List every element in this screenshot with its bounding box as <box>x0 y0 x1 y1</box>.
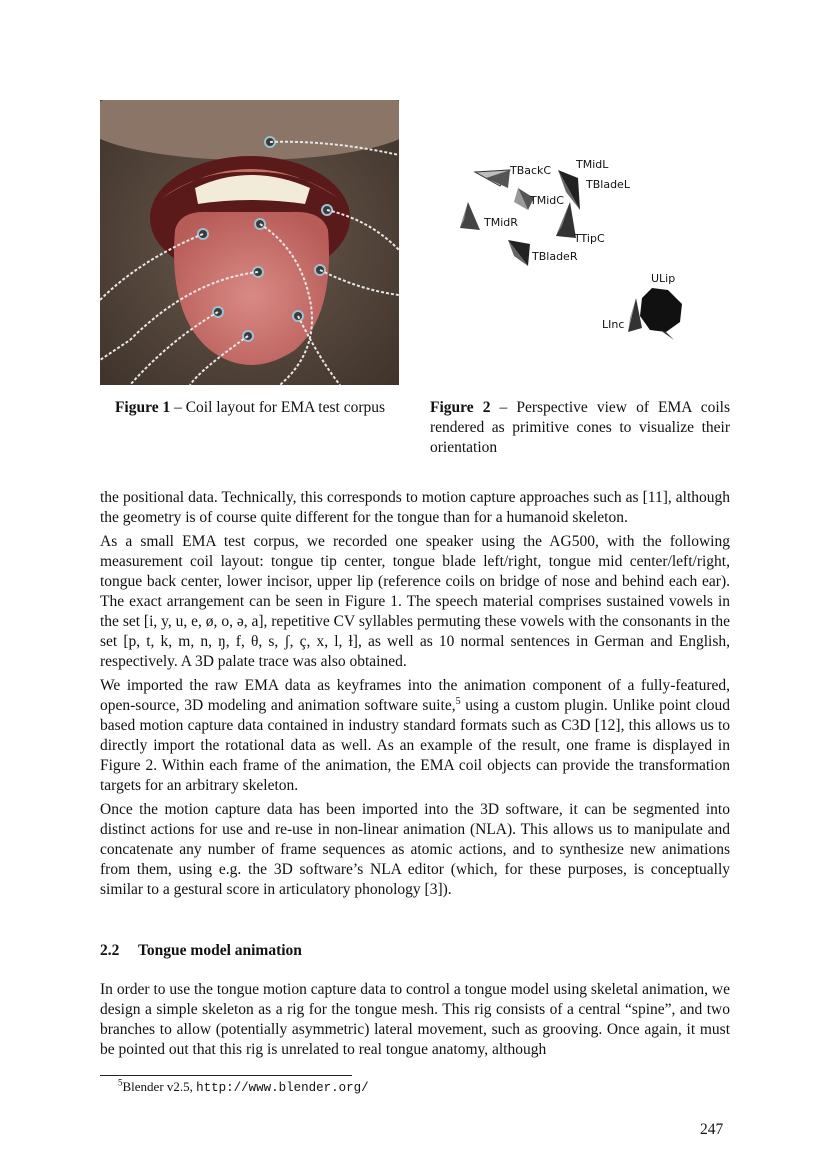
footnote-mark: 5 <box>118 1077 123 1088</box>
label-tblader: TBladeR <box>532 250 578 263</box>
figure1-caption-text: – Coil layout for EMA test corpus <box>170 399 386 416</box>
figure2-cones <box>430 140 730 380</box>
cone-ttipc <box>556 202 576 238</box>
paragraph-4: Once the motion capture data has been imported into the 3D software, it can be segmented into distinct actions for use and re-use in non-linear animation (NLA). This allows us to manipulate and concatenate any number of frame sequences as atomic actions, and to synthesize new animations from them, using e.g. the 3D software’s NLA editor (which, for these purposes, is conceptually similar to a gestural score in articulatory phonology [3]). <box>100 801 730 898</box>
footnote-text: Blender v2.5, <box>122 1079 197 1094</box>
figure1-photo <box>100 100 399 385</box>
paragraph-3-part-a: We imported the raw EMA data as keyframes into the animation component of a fully-featured, open-source, 3D modeling and animation software suite, <box>100 677 730 714</box>
paragraph-3-part-b: using a custom plugin. Unlike point cloud based motion capture data contained in industry standard formats such as C3D [12], this allows us to directly import the rotational data as well. As an example of the result, one frame is displayed in Figure 2. Within each frame of the animation, the EMA coil objects can provide the transformation targets for an arbitrary skeleton. <box>100 697 730 794</box>
cone-ulip <box>640 288 682 340</box>
cone-tblader <box>508 240 530 266</box>
upper-lip-area <box>100 100 399 160</box>
label-tmidr: TMidR <box>484 216 518 229</box>
label-linc: LInc <box>602 318 625 331</box>
paragraph-1: the positional data. Technically, this corresponds to motion capture approaches such as [11], although the geometry is of course quite different for the tongue than for a humanoid skeleton. <box>100 489 730 526</box>
label-tmidl: TMidL <box>576 158 609 171</box>
paragraph-2: As a small EMA test corpus, we recorded one speaker using the AG500, with the following measurement coil layout: tongue tip center, tongue blade left/right, tongue mid center/left/right, tongue back center, lower incisor, upper lip (reference coils on bridge of nose and behind each ear). The exact arrangement can be seen in Figure 1. The speech material comprises sustained vowels in the set [i, y, u, e, ø, o, ə, a], repetitive CV syllables permuting these vowels with the consonants in the set [p, t, k, m, n, ŋ, f, θ, s, ʃ, ç, x, l, ɫ], as well as 10 normal sentences in German and English, respectively. A 3D palate trace was also obtained. <box>100 533 730 670</box>
figure2-caption <box>430 398 730 458</box>
body-section-2-2 <box>100 980 730 1064</box>
footnote-url[interactable]: http://www.blender.org/ <box>196 1081 369 1095</box>
paragraph-3 <box>100 676 730 796</box>
label-ulip: ULip <box>651 272 676 285</box>
paragraph-5: In order to use the tongue motion capture data to control a tongue model using skeletal animation, we design a simple skeleton as a rig for the tongue mesh. This rig consists of a central “spine”, and two branches to allow (potentially asymmetric) lateral movement, such as grooving. Once again, it must be pointed out that this rig is unrelated to real tongue anatomy, although <box>100 981 730 1058</box>
cone-tmidr <box>460 202 480 230</box>
figure2-caption-text: – Perspective view of EMA coils rendered as primitive cones to visualize their orientation <box>430 399 730 456</box>
figure1-caption <box>100 398 400 418</box>
figure1-caption-label: Figure 1 <box>114 399 171 416</box>
cone-tbackc <box>475 170 510 188</box>
section-heading <box>100 942 302 960</box>
footnote <box>118 1079 369 1096</box>
section-number: 2.2 <box>100 942 120 959</box>
figure2-caption-label: Figure 2 <box>430 399 491 416</box>
label-ttipc: TTipC <box>574 232 605 245</box>
label-tbladel: TBladeL <box>586 178 630 191</box>
label-tmidc: TMidC <box>530 194 564 207</box>
body-section-2-1 <box>100 488 730 904</box>
page-number: 247 <box>700 1121 724 1138</box>
section-title: Tongue model animation <box>138 942 302 959</box>
cone-linc <box>628 298 642 332</box>
footnote-rule <box>100 1075 352 1076</box>
footnote-ref: 5 <box>455 695 461 707</box>
label-tbackc: TBackC <box>510 164 552 177</box>
